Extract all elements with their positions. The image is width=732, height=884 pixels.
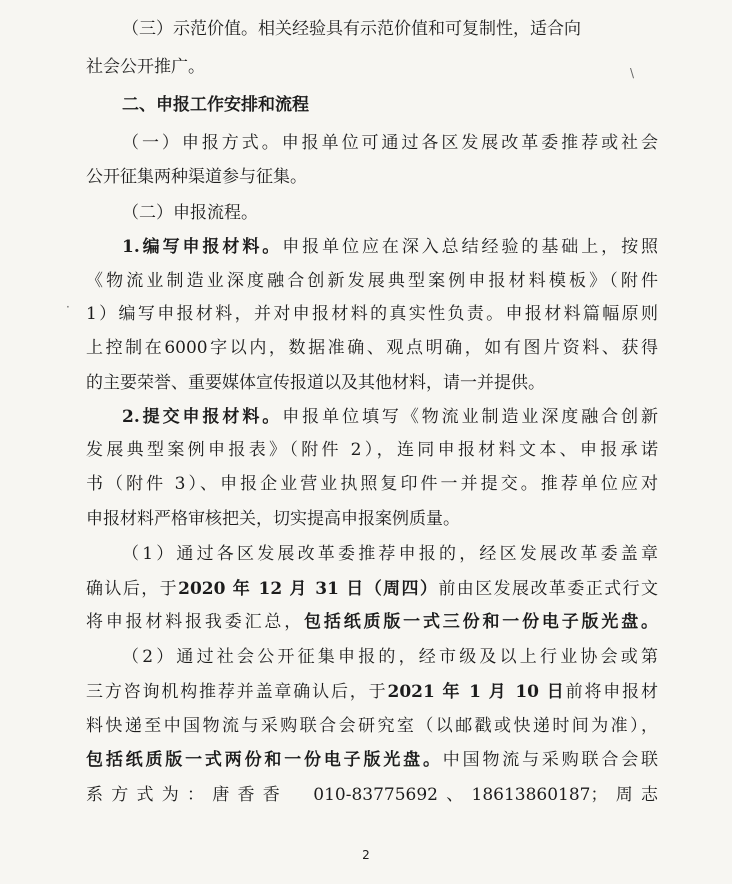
para-step2-line3: 书（附件 3）、申报企业营业执照复印件一并提交。推荐单位应对: [86, 474, 658, 494]
para-step1-line3: 1）编写申报材料，并对申报材料的真实性负责。申报材料篇幅原则: [86, 304, 658, 324]
subheading-process: （二）申报流程。: [122, 203, 258, 223]
para-step2-line4: 申报材料严格审核把关，切实提高申报案例质量。: [86, 509, 460, 529]
para-step2-line2: 发展典型案例申报表》（附件 2），连同申报材料文本、申报承诺: [86, 440, 658, 460]
scan-mark: \: [630, 66, 635, 80]
para-option2-line3: 料快递至中国物流与采购联合会研究室（以邮戳或快递时间为准），: [86, 716, 658, 736]
para-step1-line5: 的主要荣誉、重要媒体宣传报道以及其他材料，请一并提供。: [86, 373, 545, 393]
para-option1-line2: 确认后，于2020 年 12 月 31 日（周四）前由区发展改革委正式行文: [86, 579, 658, 599]
para-option2-line1: （2）通过社会公开征集申报的，经市级及以上行业协会或第: [122, 647, 658, 667]
para-option1-line1: （1）通过各区发展改革委推荐申报的，经区发展改革委盖章: [122, 544, 658, 564]
para-option2-line2: 三方咨询机构推荐并盖章确认后，于2021 年 1 月 10 日前将申报材: [86, 682, 658, 702]
section-heading-2: 二、申报工作安排和流程: [122, 95, 309, 115]
para-demo-value-line1: （三）示范价值。相关经验具有示范价值和可复制性，适合向: [122, 19, 581, 39]
para-option1-line3: 将申报材料报我委汇总，包括纸质版一式三份和一份电子版光盘。: [86, 612, 659, 632]
para-method-line2: 公开征集两种渠道参与征集。: [86, 167, 307, 187]
para-step2-line1: 2.提交申报材料。申报单位填写《物流业制造业深度融合创新: [122, 407, 659, 427]
para-option2-line5: 系方式为：唐香香 010-83775692、18613860187；周志: [86, 785, 658, 805]
page-number: 2: [362, 848, 370, 862]
para-option2-line4: 包括纸质版一式两份和一份电子版光盘。中国物流与采购联合会联: [86, 750, 659, 770]
para-step1-line2: 《物流业制造业深度融合创新发展典型案例申报材料模板》（附件: [86, 271, 658, 291]
para-step1-line4: 上控制在6000字以内，数据准确、观点明确，如有图片资料、获得: [86, 338, 658, 358]
para-demo-value-line2: 社会公开推广。: [86, 57, 205, 77]
para-method-line1: （一）申报方式。申报单位可通过各区发展改革委推荐或社会: [122, 133, 658, 153]
para-step1-line1: 1.编写申报材料。申报单位应在深入总结经验的基础上，按照: [122, 237, 659, 257]
scan-mark: ·: [66, 300, 70, 314]
